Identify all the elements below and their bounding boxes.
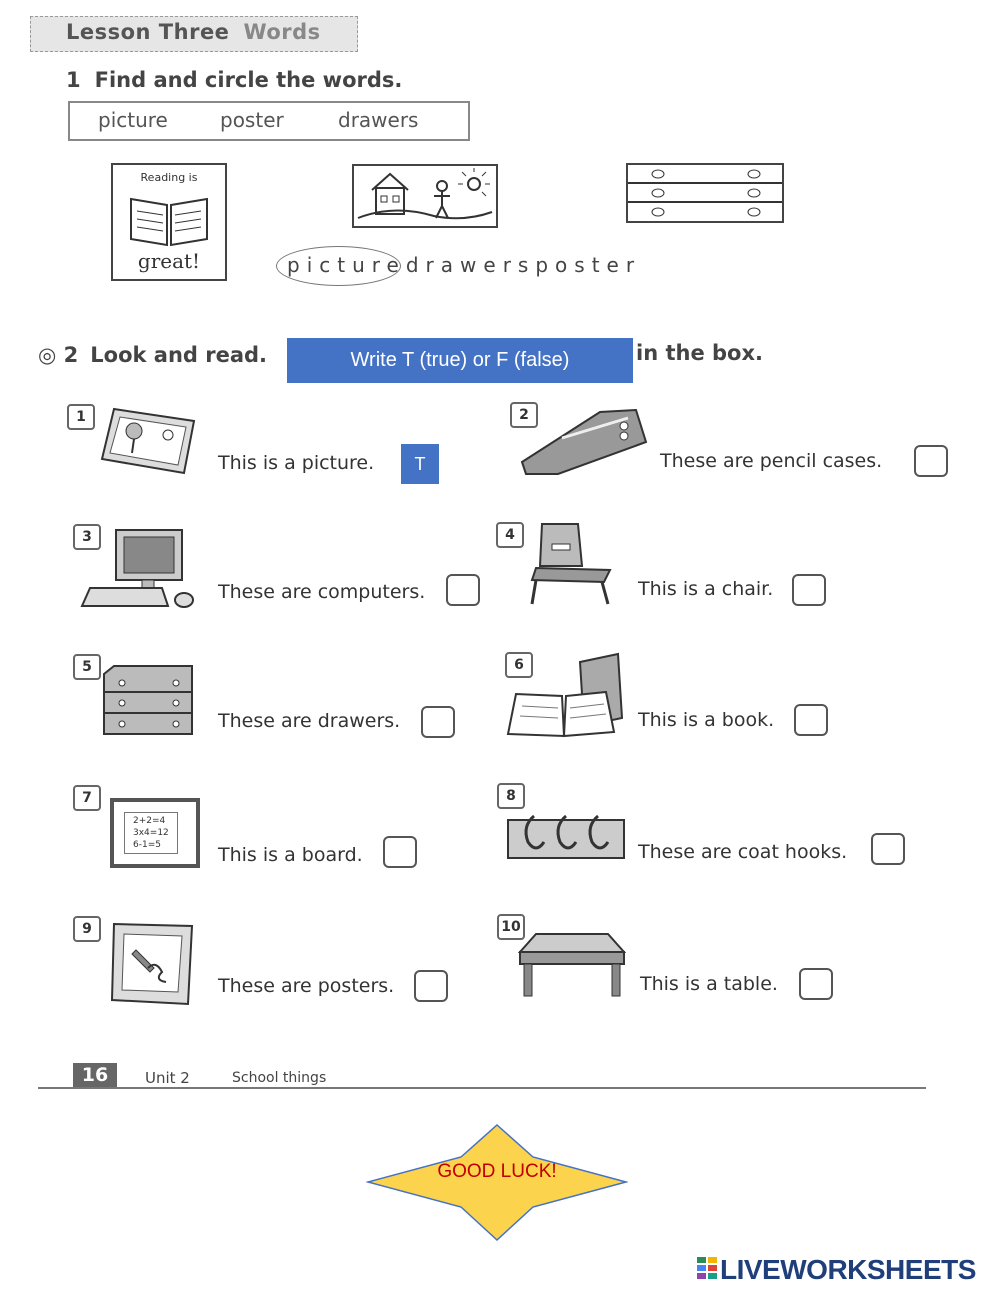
- answer-box[interactable]: T: [401, 444, 439, 484]
- framed-picture-icon: [100, 405, 196, 475]
- item-sentence: This is a board.: [218, 844, 363, 866]
- item-number: 5: [73, 654, 101, 680]
- item-sentence: This is a chair.: [638, 578, 774, 600]
- drawers-icon: [628, 165, 782, 221]
- good-luck-text: GOOD LUCK!: [437, 1161, 557, 1182]
- item-sentence: These are posters.: [218, 975, 395, 997]
- answer-box[interactable]: [792, 574, 826, 606]
- answer-box[interactable]: [446, 574, 480, 606]
- brand-name: LIVEWORKSHEETS: [720, 1254, 976, 1285]
- remaining-letters: drawersposter: [405, 253, 642, 277]
- lesson-topic: Words: [243, 20, 321, 44]
- target-icon: ◎: [38, 343, 64, 367]
- item-number: 10: [497, 914, 525, 940]
- item-number: 7: [73, 785, 101, 811]
- word-bank-item: drawers: [338, 108, 419, 132]
- item-number: 4: [496, 522, 524, 548]
- answer-box[interactable]: [414, 970, 448, 1002]
- lesson-header: [66, 20, 321, 44]
- open-book-icon: [113, 189, 225, 249]
- footer-divider: [38, 1087, 926, 1089]
- item-number: 1: [67, 404, 95, 430]
- section2-heading: [38, 343, 267, 367]
- item-sentence: These are drawers.: [218, 710, 401, 732]
- chair-icon: [526, 520, 618, 608]
- word-bank: [68, 101, 470, 141]
- item-number: 9: [73, 916, 101, 942]
- pencil-case-icon: [518, 404, 648, 478]
- board-line: 2+2=4: [133, 816, 166, 826]
- item-number: 2: [510, 402, 538, 428]
- answer-box[interactable]: [794, 704, 828, 736]
- section2-instruction-start: Look and read.: [90, 343, 268, 367]
- board-line: 6-1=5: [133, 840, 161, 850]
- item-sentence: This is a book.: [638, 709, 775, 731]
- section1-instruction: Find and circle the words.: [94, 68, 403, 92]
- poster-icon: [108, 920, 198, 1008]
- section2-number: 2: [63, 343, 79, 367]
- drawers-icon: [100, 664, 196, 736]
- computer-icon: [80, 528, 200, 612]
- board-icon: [110, 798, 200, 868]
- instruction-banner: Write T (true) or F (false): [287, 338, 633, 383]
- coat-hooks-icon: [504, 812, 626, 864]
- reading-poster-illustration: [111, 163, 227, 281]
- house-picture-illustration: [352, 164, 498, 228]
- circled-word: picture: [287, 253, 406, 277]
- table-icon: [516, 930, 628, 1000]
- answer-box[interactable]: [914, 445, 948, 477]
- section1-heading: [66, 68, 402, 92]
- unit-title: School things: [232, 1070, 327, 1086]
- unit-label: Unit 2: [145, 1069, 190, 1087]
- item-sentence: This is a table.: [640, 973, 778, 995]
- item-sentence: These are coat hooks.: [638, 841, 848, 863]
- word-bank-item: poster: [220, 108, 284, 132]
- item-sentence: These are computers.: [218, 581, 426, 603]
- word-bank-item: picture: [98, 108, 168, 132]
- item-number: 8: [497, 783, 525, 809]
- house-drawing-icon: [354, 166, 496, 226]
- item-sentence: This is a picture.: [218, 452, 375, 474]
- item-number: 3: [73, 524, 101, 550]
- answer-box[interactable]: [383, 836, 417, 868]
- answer-box[interactable]: [421, 706, 455, 738]
- item-sentence: These are pencil cases.: [660, 450, 883, 472]
- poster-text-top: Reading is: [140, 171, 198, 184]
- word-search-string: [287, 253, 641, 277]
- page-number: 16: [73, 1063, 117, 1087]
- lesson-title: Lesson Three: [66, 20, 230, 44]
- board-line: 3x4=12: [133, 828, 169, 838]
- board-sums: [124, 812, 178, 854]
- star-shape: [366, 1124, 628, 1242]
- section1-number: 1: [66, 68, 81, 92]
- answer-box[interactable]: [799, 968, 833, 1000]
- book-icon: [506, 652, 626, 740]
- liveworksheets-logo-icon: [697, 1257, 717, 1283]
- answer-box[interactable]: [871, 833, 905, 865]
- item-number: 6: [505, 652, 533, 678]
- section2-instruction-end: in the box.: [636, 341, 763, 365]
- poster-text-bottom: great!: [137, 249, 201, 273]
- drawers-illustration: [626, 163, 784, 223]
